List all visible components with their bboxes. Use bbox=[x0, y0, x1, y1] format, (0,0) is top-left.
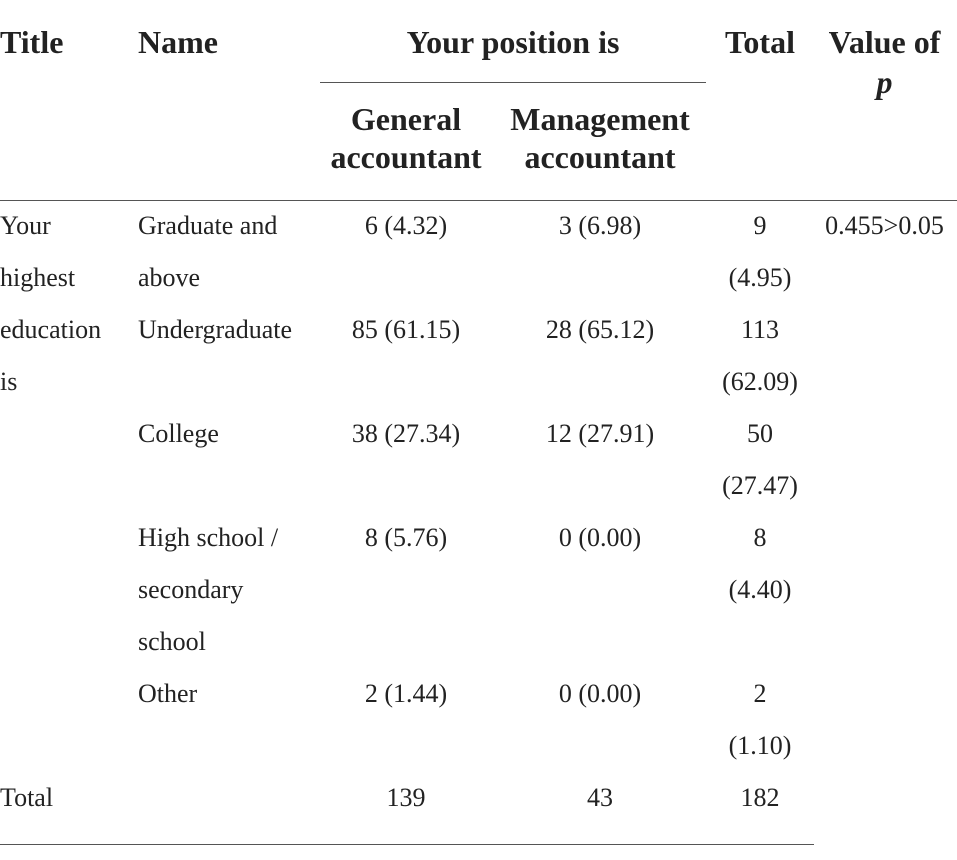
row-total bbox=[712, 408, 808, 512]
total-row-label: Total bbox=[0, 783, 54, 812]
row-name-line: Undergraduate bbox=[138, 315, 293, 344]
total-row-general: 139 bbox=[386, 783, 426, 812]
row-management: 0 (0.00) bbox=[558, 679, 642, 708]
header-management-accountant bbox=[498, 100, 702, 176]
row-management: 3 (6.98) bbox=[558, 211, 642, 240]
row-management: 28 (65.12) bbox=[545, 315, 655, 344]
header-management-line1: Management bbox=[510, 101, 690, 137]
header-title: Title bbox=[0, 24, 64, 60]
row-general: 2 (1.44) bbox=[364, 679, 448, 708]
header-position-group: Your position is bbox=[406, 24, 620, 60]
row-total-line: 9 bbox=[753, 211, 767, 240]
row-name-line: College bbox=[138, 419, 219, 448]
table-bottom-rule bbox=[0, 844, 814, 845]
row-general: 85 (61.15) bbox=[351, 315, 461, 344]
row-name-line: Graduate and bbox=[138, 211, 278, 240]
row-total bbox=[712, 200, 808, 304]
row-total-line: (62.09) bbox=[722, 367, 798, 396]
row-name-line: High school / bbox=[138, 523, 279, 552]
section-title-line: highest bbox=[0, 263, 76, 292]
row-name-line: secondary bbox=[138, 575, 244, 604]
row-total-line: (4.95) bbox=[728, 263, 792, 292]
header-p-symbol: p bbox=[876, 64, 893, 100]
section-title-line: education bbox=[0, 315, 102, 344]
header-value-of: Value of bbox=[828, 24, 941, 60]
row-management: 0 (0.00) bbox=[558, 523, 642, 552]
row-name bbox=[138, 668, 197, 720]
row-total bbox=[712, 304, 808, 408]
row-total-line: 50 bbox=[747, 419, 773, 448]
row-name bbox=[138, 512, 278, 668]
header-total: Total bbox=[725, 24, 795, 60]
row-total-line: (4.40) bbox=[728, 575, 792, 604]
row-name bbox=[138, 200, 277, 304]
row-name bbox=[138, 304, 292, 356]
total-row-management: 43 bbox=[587, 783, 613, 812]
p-value: 0.455>0.05 bbox=[825, 211, 944, 240]
total-row-total: 182 bbox=[740, 783, 780, 812]
row-total-line: 2 bbox=[753, 679, 767, 708]
row-total-line: (1.10) bbox=[728, 731, 792, 760]
row-name-line: above bbox=[138, 263, 201, 292]
row-total bbox=[712, 668, 808, 772]
row-total bbox=[712, 512, 808, 616]
section-title bbox=[0, 200, 101, 408]
row-name-line: school bbox=[138, 627, 206, 656]
row-total-line: (27.47) bbox=[722, 471, 798, 500]
group-underline bbox=[320, 82, 706, 83]
header-general-line2: accountant bbox=[330, 139, 482, 175]
row-management: 12 (27.91) bbox=[545, 419, 655, 448]
header-general-line1: General bbox=[350, 101, 462, 137]
row-general: 6 (4.32) bbox=[364, 211, 448, 240]
row-general: 8 (5.76) bbox=[364, 523, 448, 552]
header-management-line2: accountant bbox=[524, 139, 676, 175]
section-title-line: is bbox=[0, 367, 18, 396]
row-total-line: 8 bbox=[753, 523, 767, 552]
row-general: 38 (27.34) bbox=[351, 419, 461, 448]
row-name bbox=[138, 408, 219, 460]
row-name-line: Other bbox=[138, 679, 198, 708]
header-general-accountant bbox=[320, 100, 492, 176]
section-title-line: Your bbox=[0, 211, 51, 240]
row-total-line: 113 bbox=[740, 315, 780, 344]
header-name: Name bbox=[138, 24, 218, 60]
